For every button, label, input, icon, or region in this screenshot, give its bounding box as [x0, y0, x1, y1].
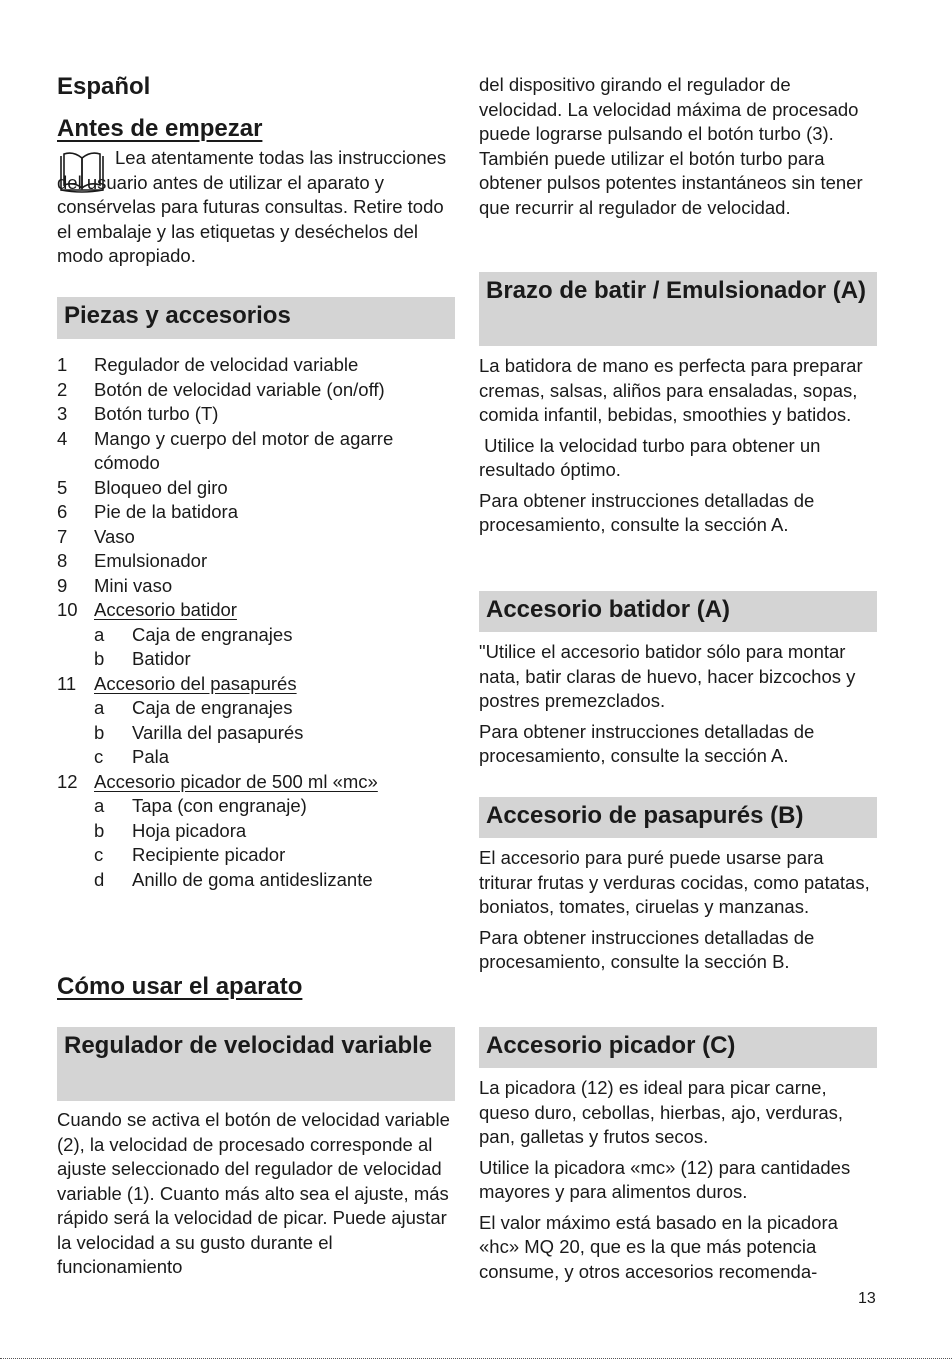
item-label-text: Accesorio picador de 500 ml «mc»: [94, 770, 378, 792]
item-label-text: Botón turbo (T): [94, 403, 219, 424]
intro-text: Lea atentamente todas las instrucciones del usuario antes de utilizar el aparato y consérvelas para futuras consultas. Retire todo el embalaje y las etiquetas y deséchelos del modo apropiado.: [57, 147, 447, 266]
parts-list: [57, 353, 455, 892]
item-label-text: Emulsionador: [94, 550, 208, 571]
parts-list-item: [57, 427, 455, 476]
item-label: [94, 770, 455, 795]
item-number: 8: [57, 550, 68, 571]
parts-list-item: [57, 598, 455, 672]
sub-item-label: Pala: [132, 746, 170, 767]
item-label: [94, 598, 455, 623]
item-label: [94, 672, 455, 697]
item-number: 5: [57, 476, 68, 498]
item-label: [94, 402, 455, 427]
sub-item: [57, 647, 455, 672]
sub-item-label: Tapa (con engranaje): [132, 795, 307, 816]
item-label: [94, 476, 455, 501]
sub-item-label: Caja de engranajes: [132, 697, 293, 718]
sub-item-label: Recipiente picador: [132, 844, 286, 865]
before-title: Antes de empezar: [57, 115, 263, 142]
parts-list-item: [57, 672, 455, 770]
pasapures-section: [479, 846, 877, 975]
item-number: 6: [57, 501, 68, 522]
parts-list-item: [57, 378, 455, 403]
sub-item-letter: c: [94, 844, 104, 865]
batidor-paragraph: Para obtener instrucciones detalladas de procesamiento, consulte la sección A.: [479, 720, 815, 766]
picador-title: Accesorio picador (C): [479, 1027, 877, 1068]
sub-item-label: Anillo de goma antideslizante: [132, 868, 373, 890]
sub-item: [57, 868, 455, 893]
item-number: 11: [57, 672, 77, 694]
parts-list-item: [57, 476, 455, 501]
speed-text: Cuando se activa el botón de velocidad variable (2), la velocidad de procesado corresponde al ajuste seleccionado del regulador de velocidad variable (1). Cuanto más alto sea el ajuste, más rápido será la velocidad de picar. Puede ajustar la velocidad a su gusto durante el funcionamiento: [57, 1109, 450, 1277]
sub-item-label: Batidor: [132, 648, 191, 669]
item-label-text: Botón de velocidad variable (on/off): [94, 378, 385, 400]
parts-list-item: [57, 574, 455, 599]
item-label-text: Regulador de velocidad variable: [94, 354, 359, 375]
item-number: 12: [57, 770, 78, 792]
item-label: [94, 549, 455, 574]
page-edge-divider: [0, 1358, 952, 1359]
item-label: [94, 500, 455, 525]
batidor-paragraph: "Utilice el accesorio batidor sólo para montar nata, batir claras de huevo, hacer bizcochos y postres premezclados.: [479, 641, 856, 711]
parts-list-item: [57, 525, 455, 550]
sub-item-label: Varilla del pasapurés: [132, 721, 304, 743]
sub-item-letter: b: [94, 648, 105, 669]
intro-block: [57, 146, 455, 269]
parts-list-item: [57, 770, 455, 893]
brazo-paragraph: Utilice la velocidad turbo para obtener un resultado óptimo.: [479, 434, 826, 480]
page-number: 13: [858, 1290, 876, 1307]
item-number: 10: [57, 599, 78, 620]
item-label-text: Accesorio batidor: [94, 599, 237, 620]
sub-item-label: Hoja picadora: [132, 819, 247, 841]
batidor-section: [479, 640, 877, 769]
pasapures-title: Accesorio de pasapurés (B): [479, 797, 877, 838]
brazo-section: [479, 354, 877, 538]
picador-section: [479, 1076, 877, 1284]
sub-item: [57, 794, 455, 819]
sub-item: [57, 745, 455, 770]
sub-item-letter: a: [94, 795, 105, 816]
item-label: [94, 574, 455, 599]
item-number: 2: [57, 378, 68, 400]
sub-item-letter: a: [94, 697, 105, 718]
sub-item-label: Caja de engranajes: [132, 623, 293, 645]
parts-list-item: [57, 353, 455, 378]
book-icon: [57, 150, 107, 194]
item-number: 7: [57, 525, 68, 547]
sub-item: [57, 843, 455, 868]
brazo-paragraph: Para obtener instrucciones detalladas de procesamiento, consulte la sección A.: [479, 489, 815, 535]
pasapures-paragraph: El accesorio para puré puede usarse para triturar frutas y verduras cocidas, como patatas, boniatos, tomates, ciruelas y manzanas.: [479, 847, 870, 917]
parts-title: Piezas y accesorios: [57, 297, 455, 339]
item-label: [94, 525, 455, 550]
parts-list-item: [57, 500, 455, 525]
sub-item-letter: d: [94, 868, 105, 890]
item-label-text: Pie de la batidora: [94, 501, 238, 522]
language-title: Español: [57, 73, 151, 100]
sub-item-letter: b: [94, 819, 105, 841]
item-number: 3: [57, 403, 68, 424]
brazo-title: Brazo de batir / Emulsionador (A): [479, 272, 877, 346]
sub-item: [57, 819, 455, 844]
sub-item-letter: c: [94, 746, 104, 767]
picador-paragraph: El valor máximo está basado en la picadora «hc» MQ 20, que es la que más potencia consume, y otros accesorios recomenda-: [479, 1211, 838, 1282]
sub-item-letter: a: [94, 623, 105, 645]
item-label: [94, 378, 455, 403]
picador-paragraph: La picadora (12) es ideal para picar carne, queso duro, cebollas, hierbas, ajo, verduras, pan, galletas y frutos secos.: [479, 1077, 844, 1147]
item-number: 1: [57, 354, 68, 375]
item-label-text: Mango y cuerpo del motor de agarre cómodo: [94, 427, 394, 473]
item-label: [94, 353, 455, 378]
batidor-title: Accesorio batidor (A): [479, 591, 877, 632]
how-title: Cómo usar el aparato: [57, 973, 303, 1000]
continuation-text: del dispositivo girando el regulador de velocidad. La velocidad máxima de procesado puede lograrse pulsando el botón turbo (3). También puede utilizar el botón turbo para obtener pulsos potentes instantáneos sin tener que recurrir al regulador de velocidad.: [479, 74, 863, 218]
picador-paragraph: Utilice la picadora «mc» (12) para cantidades mayores y para alimentos duros.: [479, 1156, 851, 1202]
item-label-text: Accesorio del pasapurés: [94, 672, 297, 694]
item-number: 4: [57, 427, 68, 449]
parts-list-item: [57, 402, 455, 427]
item-label: [94, 427, 455, 476]
pasapures-paragraph: Para obtener instrucciones detalladas de procesamiento, consulte la sección B.: [479, 926, 815, 972]
sub-item-letter: b: [94, 721, 105, 743]
item-number: 9: [57, 574, 68, 596]
sub-item: [57, 696, 455, 721]
speed-title: Regulador de velocidad variable: [57, 1027, 455, 1101]
sub-item: [57, 721, 455, 746]
item-label-text: Bloqueo del giro: [94, 476, 228, 498]
sub-item: [57, 623, 455, 648]
parts-list-item: [57, 549, 455, 574]
item-label-text: Mini vaso: [94, 574, 173, 596]
brazo-paragraph: La batidora de mano es perfecta para preparar cremas, salsas, aliños para ensaladas, sopas, comida infantil, bebidas, smoothies y batidos.: [479, 355, 863, 425]
item-label-text: Vaso: [94, 525, 135, 547]
